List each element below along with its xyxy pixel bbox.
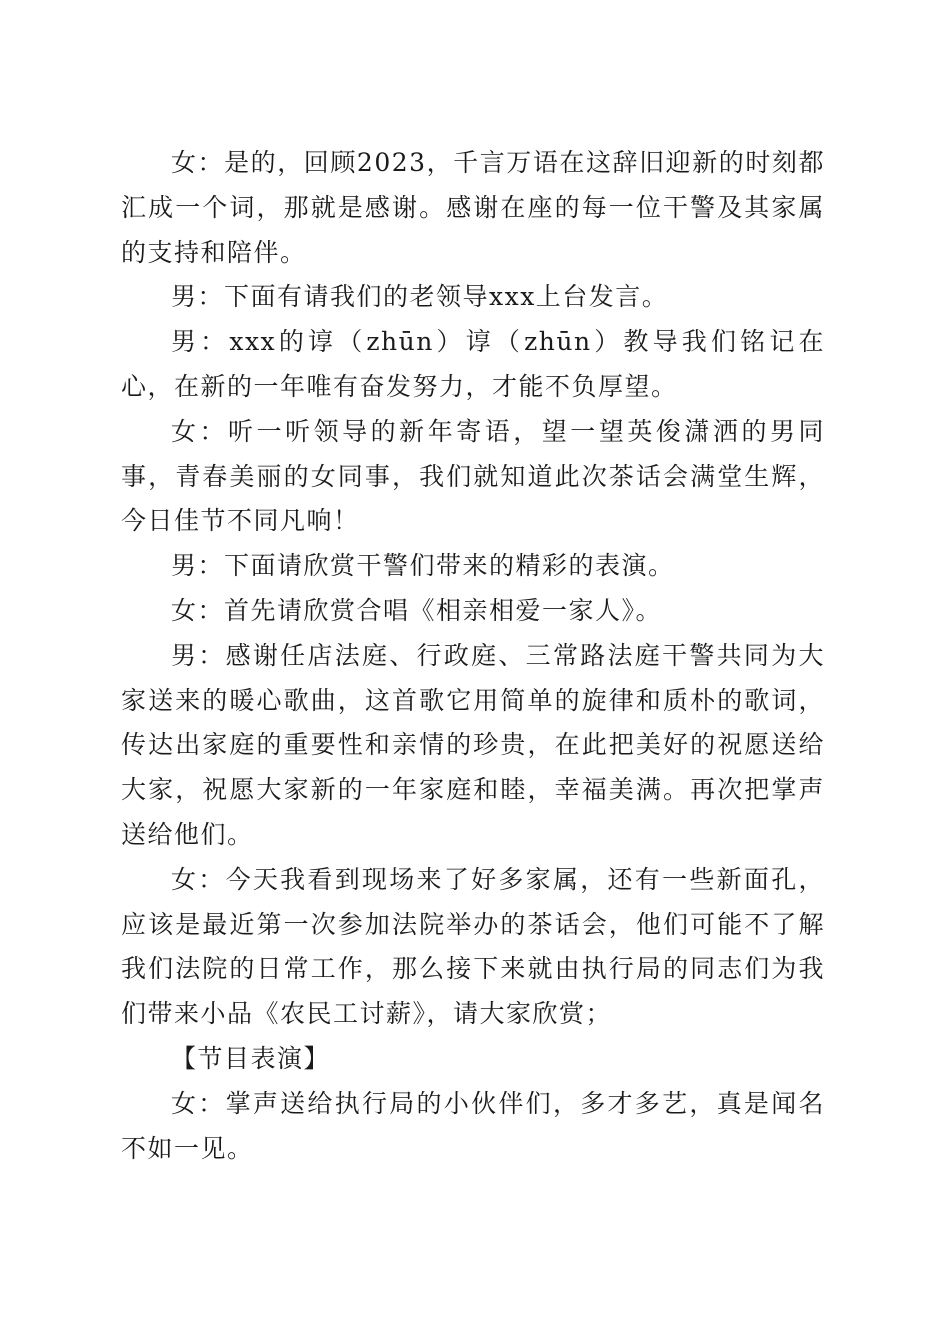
paragraph-6: 女：首先请欣赏合唱《相亲相爱一家人》。	[171, 595, 663, 625]
paragraph-3: 男：xxx的谆（zhūn）谆（zhūn）教导我们铭记在心，在新的一年唯有奋发努力，才能不负厚望。	[121, 327, 825, 401]
paragraph-10: 女：掌声送给执行局的小伙伴们，多才多艺，真是闻名不如一见。	[121, 1088, 825, 1163]
paragraph-8: 女：今天我看到现场来了好多家属，还有一些新面孔，应该是最近第一次参加法院举办的茶话会，他们可能不了解我们法院的日常工作，那么接下来就由执行局的同志们为我们带来小品《农民工讨薪》，请大家欣赏；	[121, 864, 825, 1029]
paragraph-4: 女：听一听领导的新年寄语，望一望英俊潇洒的男同事，青春美丽的女同事，我们就知道此次茶话会满堂生辉，今日佳节不同凡响！	[121, 416, 825, 536]
paragraph-1: 女：是的，回顾2023，千言万语在这辞旧迎新的时刻都汇成一个词，那就是感谢。感谢在座的每一位干警及其家属的支持和陪伴。	[121, 148, 825, 267]
paragraph-5: 男：下面请欣赏干警们带来的精彩的表演。	[171, 551, 675, 581]
program-performance-heading: 【节目表演】	[171, 1043, 331, 1073]
paragraph-7: 男：感谢任店法庭、行政庭、三常路法庭干警共同为大家送来的暖心歌曲，这首歌它用简单的旋律和质朴的歌词，传达出家庭的重要性和亲情的珍贵，在此把美好的祝愿送给大家，祝愿大家新的一年家庭和睦，幸福美满。再次把掌声送给他们。	[121, 640, 825, 849]
paragraph-2: 男：下面有请我们的老领导xxx上台发言。	[171, 282, 669, 312]
document-body	[121, 141, 825, 1171]
